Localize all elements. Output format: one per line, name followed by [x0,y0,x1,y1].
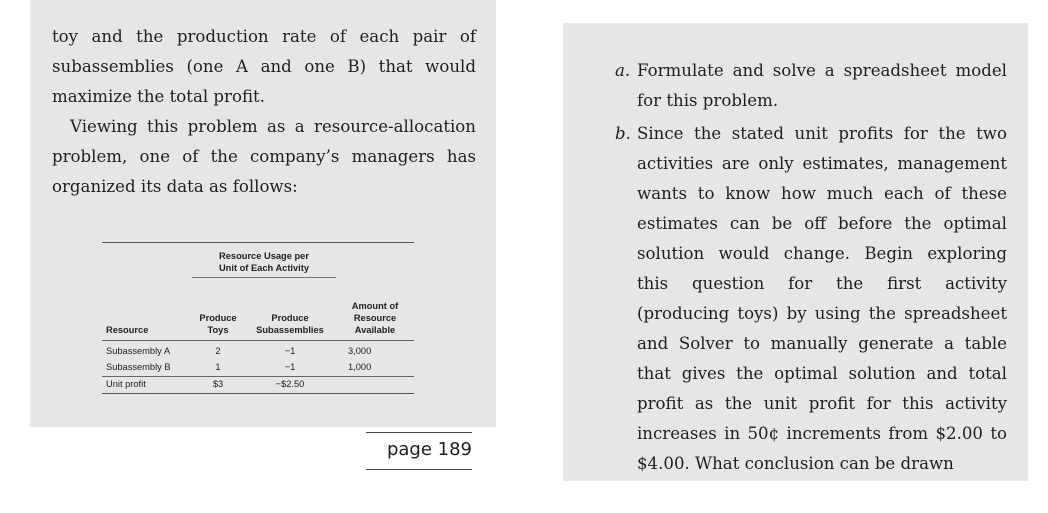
header-produce-toys [192,278,244,341]
header-sub-line1: Produce [271,312,309,323]
header-resource: Resource [106,324,149,335]
header-toys-line2: Toys [207,324,229,335]
question-item-b [615,119,1007,479]
header-produce-subassemblies [244,278,336,341]
left-page-panel [30,0,496,427]
group-header [192,243,336,278]
paragraph-continuation: toy and the production rate of each pair of subassemblies (one A and one B) that would maximize the total profit. [52,27,476,106]
cell-sub: −1 [244,340,336,360]
header-amount-available [336,278,414,341]
item-text-a: Formulate and solve a spreadsheet model for this problem. [637,61,1007,110]
cell-sub: −1 [284,362,296,372]
table-row [102,376,414,393]
header-avail-line2: Resource [353,312,397,323]
paragraph-resource-allocation: Viewing this problem as a resource-allocation problem, one of the company’s managers has organized its data as follows: [52,117,476,196]
right-body-text [615,56,1007,482]
header-sub-line2: Subassemblies [256,324,324,335]
cell-resource: Unit profit [102,376,192,393]
cell-avail: 3,000 [336,340,414,360]
cell-sub: −$2.50 [244,376,336,393]
header-avail-line3: Available [354,324,396,335]
cell-toys: 2 [192,340,244,360]
left-body-text [52,22,476,202]
item-text-b: Since the stated unit profits for the two activities are only estimates, management wants to know how much each of these estimates can be off before the optimal solution would change. Begin exploring this question for the first activity (producing toys) by using the spreadsheet and Solver to manually generate a table that gives the optimal solution and total profit as the unit profit for this activity increases in 50¢ increments from $2.00 to $4.00. What conclusion can be drawn [637,124,1007,473]
table-row [102,340,414,360]
header-avail-line1: Amount of [351,300,399,311]
group-header-line1: Resource Usage per [219,251,309,261]
question-item-a [615,56,1007,116]
cell-toys: $3 [192,376,244,393]
cell-toys: 1 [215,362,221,372]
table-row [102,360,414,377]
item-label-a: a. [615,61,631,80]
item-label-b: b. [615,124,631,143]
header-toys-line1: Produce [199,312,237,323]
cell-avail [336,376,414,393]
page-number: page 189 [366,432,472,470]
group-header-line2: Unit of Each Activity [218,263,310,273]
cell-resource: Subassembly A [102,340,192,360]
cell-avail: 1,000 [348,362,372,372]
resource-table [102,242,414,394]
cell-resource: Subassembly B [106,362,171,372]
